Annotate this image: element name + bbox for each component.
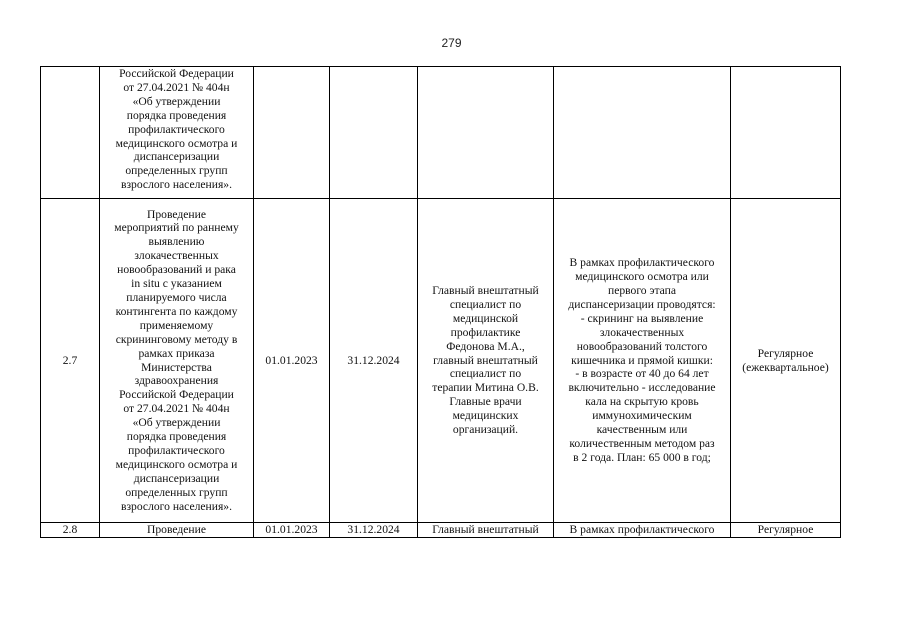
end-date-cell: 31.12.2024 (330, 523, 418, 538)
start-date-cell: 01.01.2023 (254, 523, 330, 538)
end-date-cell (330, 67, 418, 199)
start-date-cell (254, 67, 330, 199)
periodicity-cell: Регулярное (ежеквартальное) (731, 199, 841, 523)
table-row (41, 199, 841, 523)
row-number-cell (41, 67, 100, 199)
description-cell (554, 67, 731, 199)
responsible-cell (418, 67, 554, 199)
row-number-cell: 2.8 (41, 523, 100, 538)
row-number-cell: 2.7 (41, 199, 100, 523)
start-date-cell: 01.01.2023 (254, 199, 330, 523)
event-cell: Проведение мероприятий по раннему выявлению злокачественных новообразований и рака in situ с указанием планируемого числа контингента по каждому применяемому скрининговому методу в рамках приказа Министерства здравоохранения Российской Федерации от 27.04.2021 № 404н «Об утверждении порядка проведения профилактического медицинского осмотра и диспансеризации определенных групп взрослого населения». (100, 199, 254, 523)
page-number: 279 (441, 36, 462, 50)
event-cell: Проведение (100, 523, 254, 538)
periodicity-cell (731, 67, 841, 199)
responsible-cell: Главный внештатный (418, 523, 554, 538)
table-row (41, 67, 841, 199)
responsible-cell: Главный внештатный специалист по медицинской профилактике Федонова М.А., главный внештатный специалист по терапии Митина О.В. Главные врачи медицинских организаций. (418, 199, 554, 523)
event-cell: Российской Федерации от 27.04.2021 № 404н «Об утверждении порядка проведения профилактического медицинского осмотра и диспансеризации определенных групп взрослого населения». (100, 67, 254, 199)
description-cell: В рамках профилактического (554, 523, 731, 538)
end-date-cell: 31.12.2024 (330, 199, 418, 523)
periodicity-cell: Регулярное (731, 523, 841, 538)
table-row (41, 523, 841, 538)
description-cell: В рамках профилактического медицинского осмотра или первого этапа диспансеризации проводятся: - скрининг на выявление злокачественных новообразований толстого кишечника и прямой кишки: - в возрасте от 40 до 64 лет включительно - исследование кала на скрытую кровь иммунохимическим качественным или количественным методом раз в 2 года. План: 65 000 в год; (554, 199, 731, 523)
measures-table (40, 66, 841, 538)
